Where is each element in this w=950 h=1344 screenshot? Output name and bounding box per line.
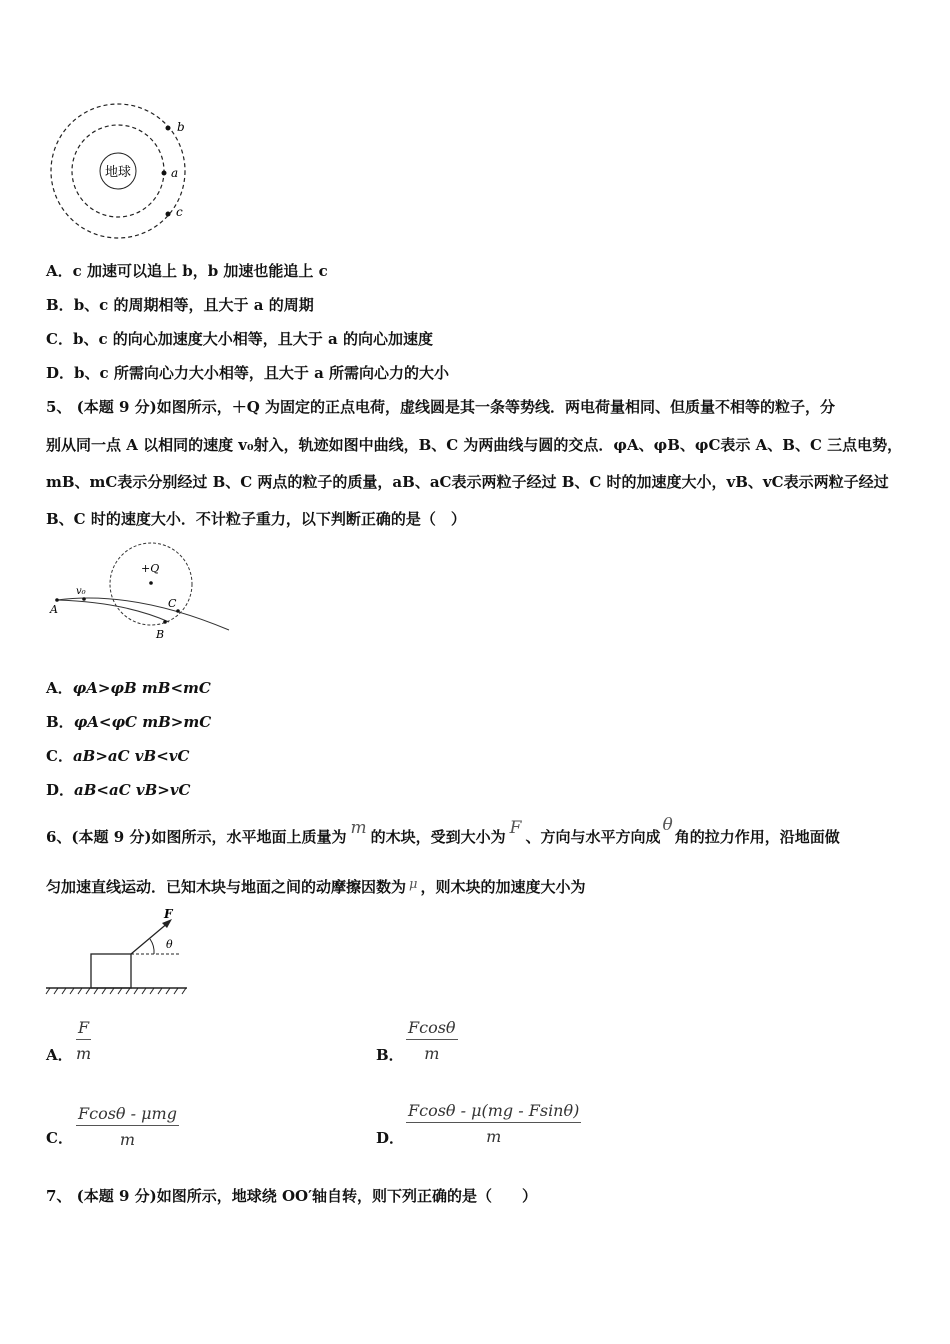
block <box>91 954 131 988</box>
block-figure <box>44 903 194 998</box>
label-point-a: A <box>50 603 58 616</box>
q5-option-b: B．φA<φC mB>mC <box>46 713 212 731</box>
force-label: F <box>164 907 173 921</box>
q4-option-a: A．c 加速可以追上 b，b 加速也能追上 c <box>46 262 328 280</box>
q6-option-a-key: A． <box>46 1046 73 1064</box>
point-b <box>163 620 167 624</box>
point-a <box>55 598 59 602</box>
q6-option-c-fraction: Fcosθ - μmg m <box>78 1104 177 1149</box>
q4-option-d: D．b、c 所需向心力大小相等，且大于 a 所需向心力的大小 <box>46 364 450 382</box>
label-c: c <box>176 205 183 219</box>
q4-option-b: B．b、c 的周期相等，且大于 a 的周期 <box>46 296 314 314</box>
label-point-b: B <box>156 628 165 641</box>
q6-option-b-fraction: $\frac{Fcos\theta}{m}$ <box>408 1018 456 1063</box>
symbol-F: F <box>509 818 522 838</box>
angle-arc <box>150 939 154 954</box>
q5-option-c: C．aB>aC vB<vC <box>46 747 190 765</box>
q5-option-a: A．φA>φB mB<mC <box>46 679 211 697</box>
label-a: a <box>171 166 179 180</box>
charge-dot <box>149 581 153 585</box>
angle-label: θ <box>166 938 173 951</box>
label-v0: v₀ <box>76 586 86 597</box>
q6-option-d-key: D． <box>376 1129 405 1147</box>
force-arrow <box>131 922 169 954</box>
satellite-b <box>166 126 171 131</box>
q5-line-2: 别从同一点 A 以相同的速度 v₀射入，轨迹如图中曲线，B、C 为两曲线与圆的交点．φA、φB、φC表示 A、B、C 三点电势， <box>46 436 903 454</box>
q6-option-c-key: C． <box>46 1129 73 1147</box>
charge-figure <box>44 540 234 645</box>
label-point-c: C <box>168 597 177 610</box>
q6-line-2: 匀加速直线运动．已知木块与地面之间的动摩擦因数为 μ ，则木块的加速度大小为 <box>46 877 586 896</box>
trajectory-c <box>57 598 229 630</box>
q4-option-c: C．b、c 的向心加速度大小相等，且大于 a 的向心加速度 <box>46 330 433 348</box>
trajectory-b <box>57 600 169 622</box>
q5-line-1: 5、 (本题 9 分)如图所示，＋Q 为固定的正点电荷，虚线圆是其一条等势线．两电荷量相同、但质量不相等的粒子，分 <box>46 398 836 416</box>
symbol-mu: μ <box>409 877 418 892</box>
q6-option-b-key: B． <box>376 1046 404 1064</box>
q6-line-1: 6、(本题 9 分)如图所示，水平地面上质量为 m 的木块，受到大小为 F 、方向与水平方向成θ角的拉力作用，沿地面做 <box>46 815 840 846</box>
q7-stem: 7、 (本题 9 分)如图所示，地球绕 OO′轴自转，则下列正确的是（ ） <box>46 1187 538 1205</box>
q5-option-d: D．aB<aC vB>vC <box>46 781 191 799</box>
symbol-m: m <box>350 818 367 838</box>
q5-line-4: B、C 时的速度大小．不计粒子重力，以下判断正确的是（ ） <box>46 510 466 528</box>
charge-label: +Q <box>141 562 160 575</box>
symbol-theta: θ <box>662 815 673 835</box>
ground-hatch <box>46 988 186 994</box>
q6-option-d-fraction: $\frac{Fcos\theta - \mu(mg - Fsin\theta)}{m}$ <box>408 1101 580 1146</box>
earth-label: 地球 <box>104 165 132 180</box>
q5-line-3: mB、mC表示分别经过 B、C 两点的粒子的质量，aB、aC表示两粒子经过 B、C 时的加速度大小，vB、vC表示两粒子经过 <box>46 473 889 491</box>
satellite-a <box>162 171 167 176</box>
satellite-c <box>166 212 171 217</box>
orbit-figure <box>40 100 200 245</box>
label-b: b <box>177 120 185 134</box>
velocity-point <box>82 597 86 601</box>
point-c <box>176 609 180 613</box>
q6-option-a-fraction: $\frac{F}{m}$ <box>76 1018 92 1063</box>
